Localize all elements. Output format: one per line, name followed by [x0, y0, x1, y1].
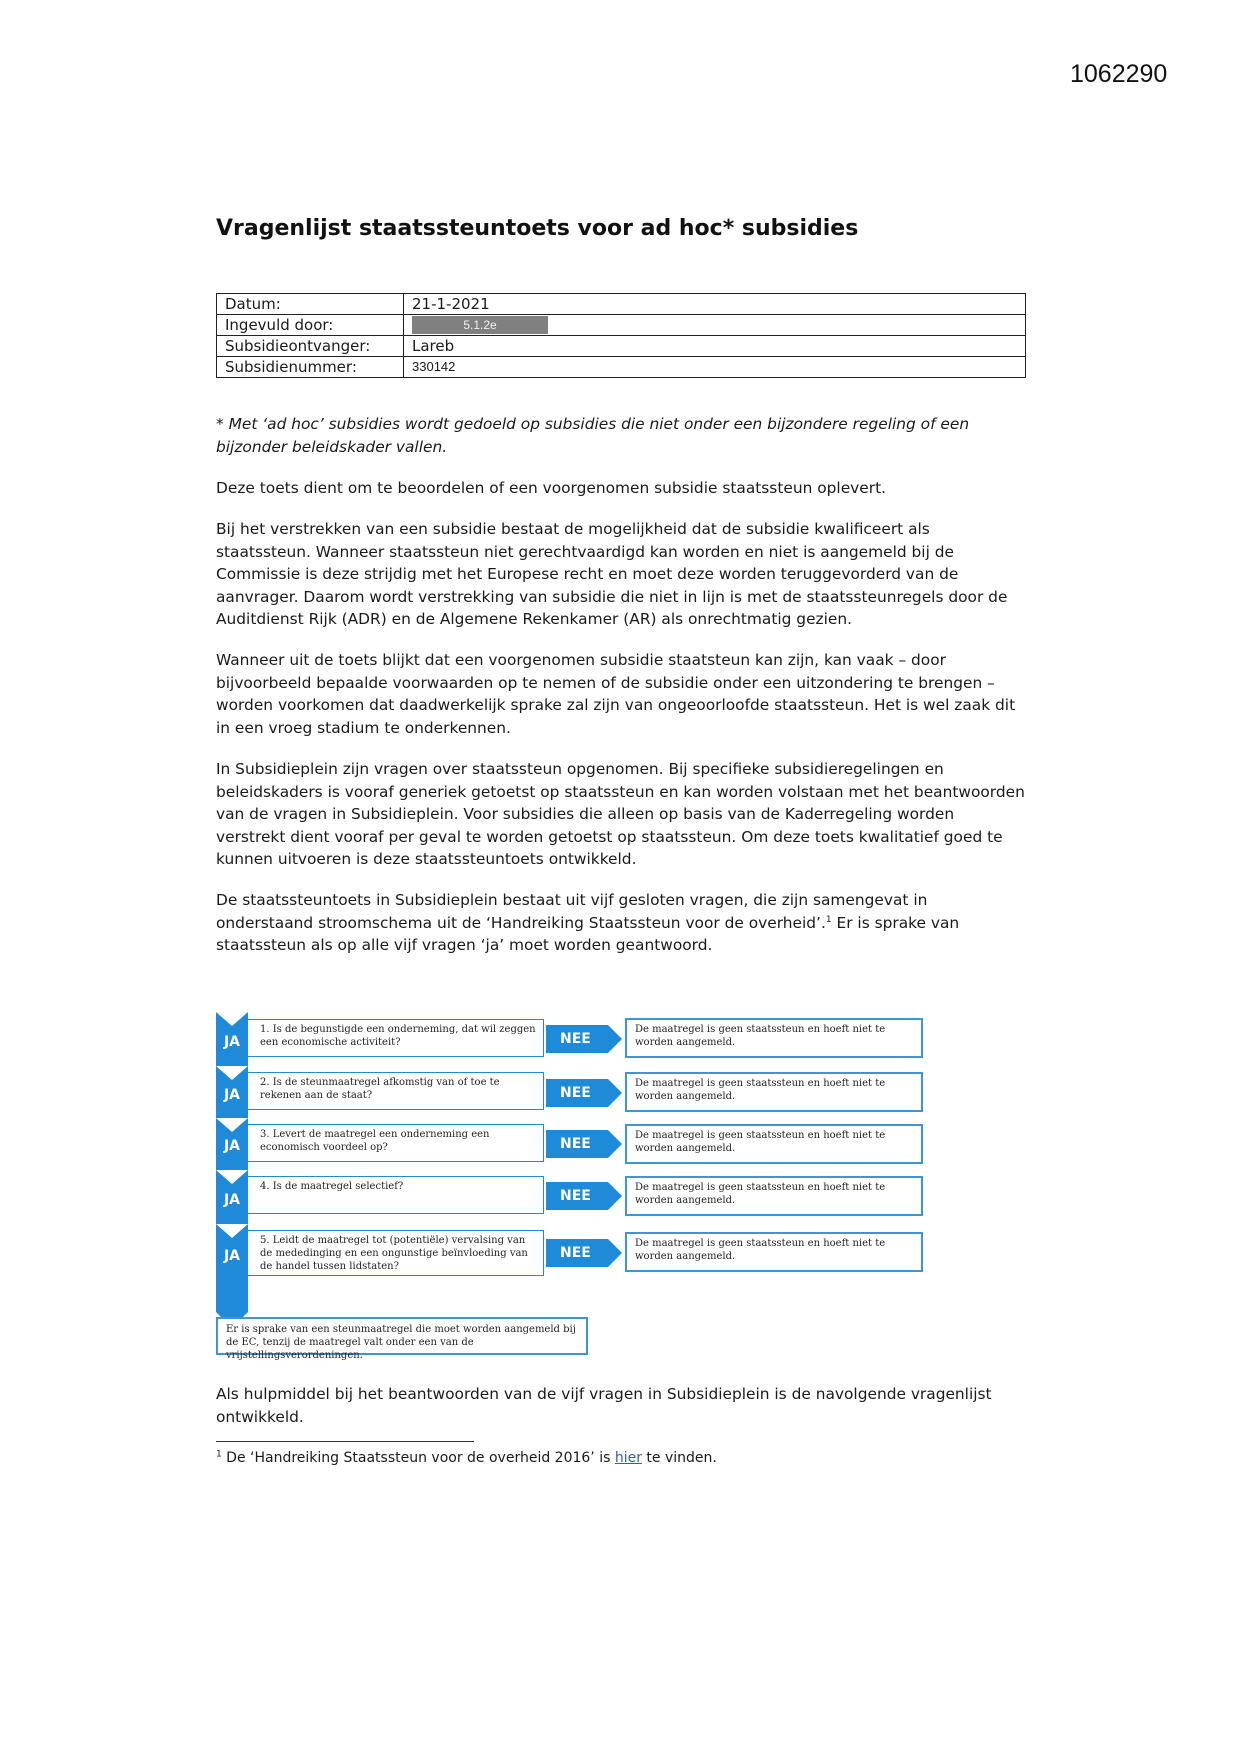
table-row: [217, 294, 1026, 315]
no-arrow: NEE: [546, 1130, 608, 1158]
no-arrow: NEE: [546, 1239, 608, 1267]
yes-label: JA: [223, 1034, 241, 1050]
answer-box: De maatregel is geen staatssteun en hoeft niet te worden aangemeld.: [625, 1176, 923, 1216]
paragraph-five-questions: [216, 889, 1028, 957]
footnote-text: te vinden.: [641, 1450, 717, 1466]
redaction-box: 5.1.2e: [412, 316, 548, 334]
no-arrow: NEE: [546, 1025, 608, 1053]
subsidy-number-label: Subsidienummer:: [217, 357, 404, 378]
metadata-table: [216, 293, 1026, 378]
flow-spine: [216, 1012, 248, 1312]
paragraph-state-aid: Bij het verstrekken van een subsidie bestaat de mogelijkheid dat de subsidie kwalificeert als staatssteun. Wanneer staatssteun niet gerechtvaardigd kan worden en niet is aangemeld bij de Commissie is deze strijdig met het Europese recht en moet deze worden teruggevorderd van de aanvrager. Daarom wordt verstrekking van subsidie die niet in lijn is met de staatssteunregels door de Auditdienst Rijk (ADR) en de Algemene Rekenkamer (AR) als onrechtmatig gezien.: [216, 520, 1008, 628]
paragraph-text: De staatssteuntoets in Subsidieplein bestaat uit vijf gesloten vragen, die zijn samengevat in onderstaand stroomschema uit de ‘Handreiking Staatssteun voor de overheid’.: [216, 891, 928, 932]
flowchart: [216, 1012, 932, 1361]
chevron-icon: [216, 1118, 248, 1132]
table-row: [217, 357, 1026, 378]
answer-box: De maatregel is geen staatssteun en hoeft niet te worden aangemeld.: [625, 1232, 923, 1272]
recipient-label: Subsidieontvanger:: [217, 336, 404, 357]
conclusion-box: Er is sprake van een steunmaatregel die moet worden aangemeld bij de EC, tenzij de maatregel valt onder een van de vrijstellingsverordeningen.: [216, 1317, 588, 1355]
page-title: Vragenlijst staatssteuntoets voor ad hoc* subsidies: [216, 216, 859, 241]
no-arrow: NEE: [546, 1182, 608, 1210]
question-box-1: 1. Is de begunstigde een onderneming, dat wil zeggen een economische activiteit?: [248, 1019, 544, 1057]
filled-by-cell: [404, 315, 1026, 336]
paragraph-purpose: Deze toets dient om te beoordelen of een voorgenomen subsidie staatssteun oplevert.: [216, 479, 886, 497]
yes-label: JA: [223, 1248, 241, 1264]
paragraph-subsidieplein: In Subsidieplein zijn vragen over staatssteun opgenomen. Bij specifieke subsidieregelingen en beleidskaders is vooraf generiek getoetst op staatssteun en kan worden volstaan met het beantwoorden van de vragen in Subsidieplein. Voor subsidies die alleen op basis van de Kaderregeling worden verstrekt dient vooraf per geval te worden getoetst op staatssteun. Om deze toets kwalitatief goed te kunnen uitvoeren is deze staatssteuntoets ontwikkeld.: [216, 760, 1025, 868]
paragraph-text: Er is sprake van staatssteun als op alle vijf vragen ‘ja’ moet worden geantwoord.: [216, 913, 960, 954]
answer-box: De maatregel is geen staatssteun en hoeft niet te worden aangemeld.: [625, 1072, 923, 1112]
handreiking-link[interactable]: hier: [614, 1450, 642, 1466]
footnote-reference[interactable]: 1: [825, 914, 832, 925]
date-label: Datum:: [217, 294, 404, 315]
yes-label: JA: [223, 1087, 241, 1103]
yes-label: JA: [223, 1192, 241, 1208]
recipient-value: Lareb: [404, 336, 1026, 357]
question-box-2: 2. Is de steunmaatregel afkomstig van of toe te rekenen aan de staat?: [248, 1072, 544, 1110]
answer-box: De maatregel is geen staatssteun en hoeft niet te worden aangemeld.: [625, 1018, 923, 1058]
footnote-text: De ‘Handreiking Staatssteun voor de overheid 2016’ is: [221, 1450, 615, 1466]
footnote-divider: [216, 1441, 474, 1442]
document-number: 1062290: [1070, 60, 1168, 88]
question-box-4: 4. Is de maatregel selectief?: [248, 1176, 544, 1214]
no-arrow: NEE: [546, 1079, 608, 1107]
chevron-icon: [216, 1224, 248, 1238]
question-box-3: 3. Levert de maatregel een onderneming een economisch voordeel op?: [248, 1124, 544, 1162]
answer-box: De maatregel is geen staatssteun en hoeft niet te worden aangemeld.: [625, 1124, 923, 1164]
subsidy-number-value: 330142: [404, 357, 1026, 378]
paragraph-prevention: Wanneer uit de toets blijkt dat een voorgenomen subsidie staatsteun kan zijn, kan vaak – door bijvoorbeeld bepaalde voorwaarden op te nemen of de subsidie onder een uitzondering te brengen – worden voorkomen dat daadwerkelijk sprake zal zijn van ongeoorloofde staatssteun. Het is wel zaak dit in een vroeg stadium te onderkennen.: [216, 651, 1016, 737]
filled-by-label: Ingevuld door:: [217, 315, 404, 336]
chevron-icon: [216, 1170, 248, 1184]
question-box-5: 5. Leidt de maatregel tot (potentiële) vervalsing van de mededinging en een ongunstige beïnvloeding van de handel tussen lidstaten?: [248, 1230, 544, 1276]
table-row: [217, 336, 1026, 357]
chevron-icon: [216, 1066, 248, 1080]
date-value: 21-1-2021: [404, 294, 1026, 315]
ad-hoc-note: * Met ‘ad hoc’ subsidies wordt gedoeld op subsidies die niet onder een bijzondere regeling of een bijzonder beleidskader vallen.: [216, 415, 970, 456]
yes-label: JA: [223, 1138, 241, 1154]
paragraph-aid: Als hulpmiddel bij het beantwoorden van de vijf vragen in Subsidieplein is de navolgende vragenlijst ontwikkeld.: [216, 1385, 992, 1426]
footnote-number: 1: [216, 1449, 222, 1460]
footnote: [216, 1450, 717, 1466]
table-row: [217, 315, 1026, 336]
chevron-icon: [216, 1012, 248, 1026]
